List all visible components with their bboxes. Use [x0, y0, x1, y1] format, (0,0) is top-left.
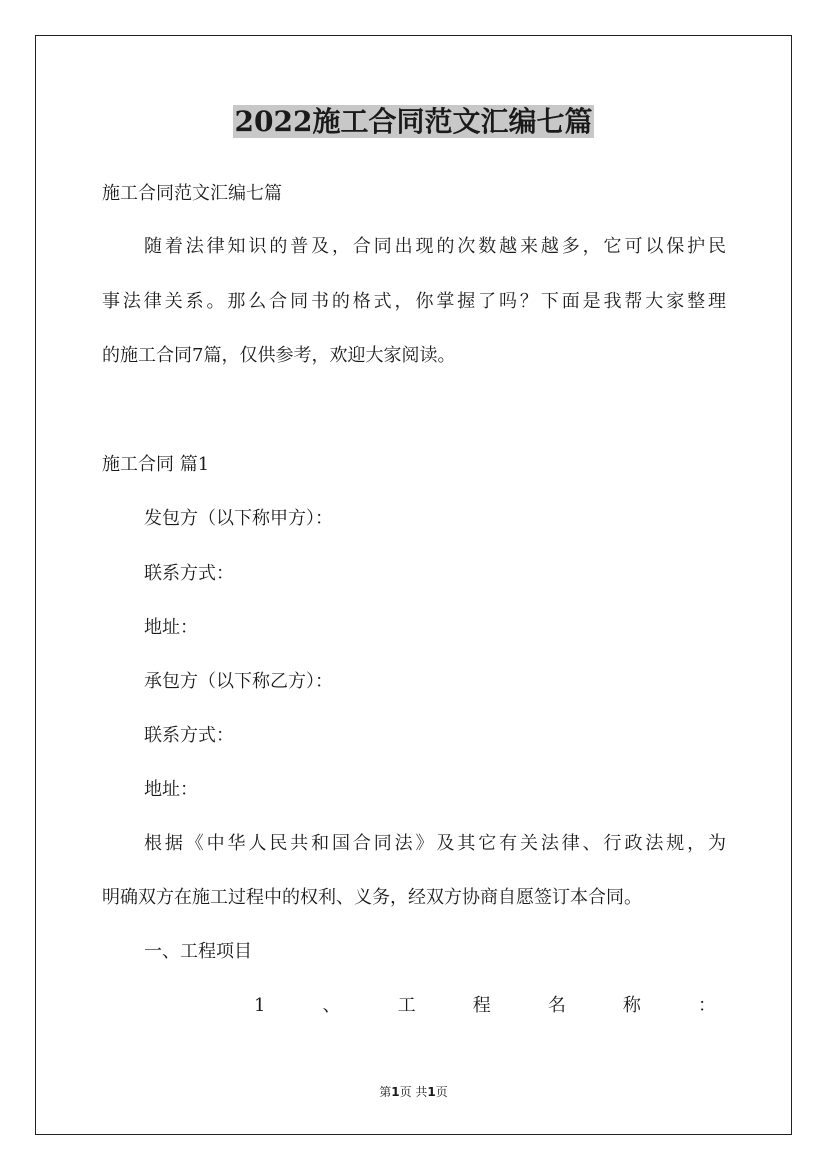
footer-page-current: 1 — [391, 1085, 400, 1099]
page-footer — [0, 1083, 827, 1101]
document-title — [0, 100, 827, 144]
intro-line-2: 事法律关系。那么合同书的格式，你掌握了吗？下面是我帮大家整理 — [102, 291, 726, 312]
intro-line-1: 随着法律知识的普及，合同出现的次数越来越多，它可以保护民 — [144, 236, 726, 257]
footer-mid: 页 共 — [399, 1085, 428, 1099]
document-title-text: 2022施工合同范文汇编七篇 — [234, 105, 593, 138]
item-line-project-name: 1、工程名称： — [254, 995, 716, 1016]
party-b-contact: 联系方式： — [144, 725, 234, 746]
party-a-contact: 联系方式： — [144, 563, 234, 584]
footer-page-total: 1 — [427, 1085, 436, 1099]
document-subtitle: 施工合同范文汇编七篇 — [102, 183, 282, 204]
footer-prefix: 第 — [379, 1085, 392, 1099]
party-b-address: 地址： — [144, 779, 198, 800]
item-heading: 一、工程项目 — [144, 941, 252, 962]
basis-line-1: 根据《中华人民共和国合同法》及其它有关法律、行政法规，为 — [144, 833, 726, 854]
section-heading: 施工合同 篇1 — [102, 454, 210, 475]
party-a-address: 地址： — [144, 617, 198, 638]
intro-line-3: 的施工合同7篇，仅供参考，欢迎大家阅读。 — [102, 345, 456, 366]
party-b-label: 承包方（以下称乙方）： — [144, 671, 333, 692]
footer-suffix: 页 — [435, 1085, 448, 1099]
party-a-label: 发包方（以下称甲方）： — [144, 508, 333, 529]
basis-line-2: 明确双方在施工过程中的权利、义务，经双方协商自愿签订本合同。 — [102, 887, 642, 908]
